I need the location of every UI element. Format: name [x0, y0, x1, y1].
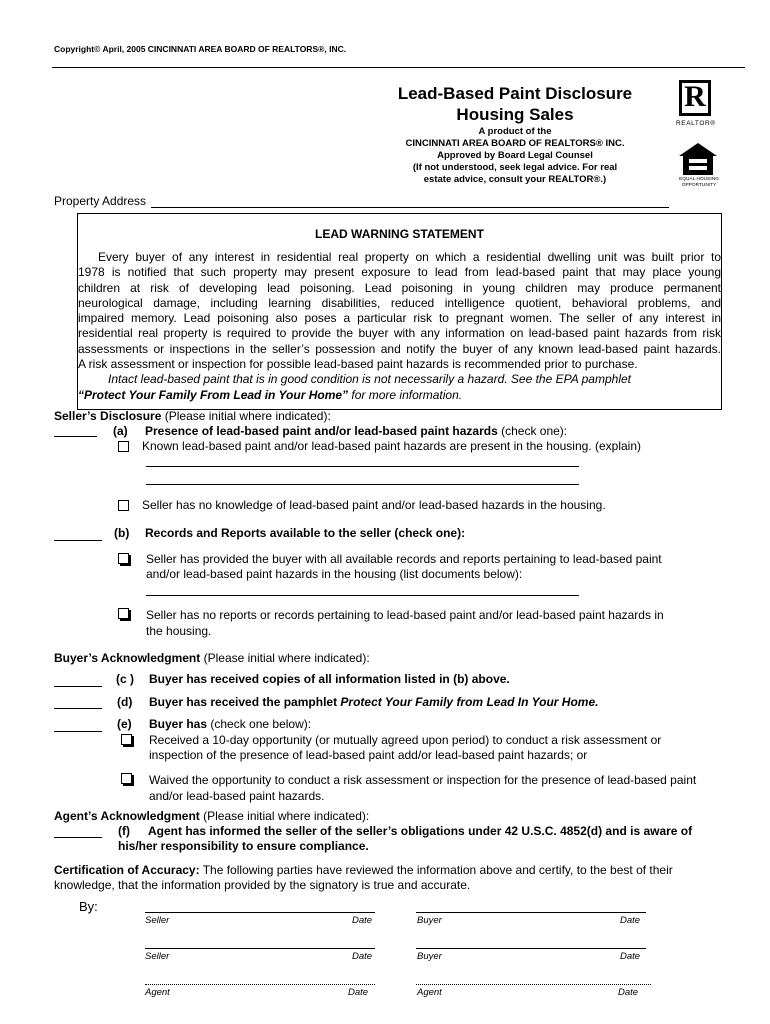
documents-line[interactable]	[146, 595, 579, 596]
option-no-knowledge: Seller has no knowledge of lead-based paint and/or lead-based hazards in the housing.	[142, 498, 606, 512]
approved-text: Approved by Board Legal Counsel	[437, 150, 593, 161]
checkbox-known-lead[interactable]	[118, 441, 129, 452]
item-b-letter: (b)	[114, 526, 130, 540]
option-received-2: inspection of the presence of lead-based paint add/or lead-based paint hazards; or	[149, 748, 588, 762]
explain-line-2[interactable]	[146, 484, 579, 485]
initial-field-d[interactable]	[54, 708, 102, 709]
option-waived-1: Waived the opportunity to conduct a risk assessment or inspection for the presence of lead-based paint	[149, 773, 697, 787]
board-name: CINCINNATI AREA BOARD OF REALTORS® INC.	[405, 138, 625, 149]
warning-line-3: children at risk of developing lead poisoning. Lead poisoning in young children may produce permanent	[78, 280, 721, 295]
seller-heading-note: (Please initial where indicated):	[161, 409, 331, 423]
warning-line-5: impaired memory. Lead poisoning also poses a particular risk to pregnant women. The seller of any interest in	[78, 311, 721, 326]
checkbox-no-knowledge[interactable]	[118, 500, 129, 511]
item-d-text	[149, 695, 598, 709]
item-c-letter: (c )	[116, 672, 134, 686]
seller-signature-line-2[interactable]	[145, 948, 375, 949]
agent-ack-heading	[54, 809, 369, 823]
agent-label-2: Agent	[417, 987, 442, 998]
buyer-label-1: Buyer	[417, 915, 442, 926]
property-address-label: Property Address	[54, 194, 147, 208]
seller-date-label-2: Date	[352, 951, 373, 962]
item-d-pamphlet: Protect Your Family from Lead In Your Home.	[340, 695, 599, 709]
checkbox-received-opportunity[interactable]	[121, 734, 132, 745]
initial-field-f[interactable]	[54, 837, 102, 838]
option-waived-2: and/or lead-based paint hazards.	[149, 789, 325, 803]
checkbox-records-provided[interactable]	[118, 553, 129, 564]
certification-text: The following parties have reviewed the information above and certify, to the best of their	[199, 863, 673, 877]
form-subtitle: Housing Sales	[456, 105, 574, 124]
item-a-title: Presence of lead-based paint and/or lead-based paint hazards	[145, 424, 498, 438]
option-received-1: Received a 10-day opportunity (or mutually agreed upon period) to conduct a risk assessment or	[149, 733, 662, 747]
realtor-logo-letter: R	[684, 80, 706, 113]
realtor-advice-text: estate advice, consult your REALTOR®.)	[423, 174, 607, 185]
item-f-letter: (f)	[118, 824, 130, 838]
agent-signature-line-2[interactable]	[416, 984, 651, 985]
option-no-records-2: the housing.	[146, 624, 212, 638]
header-divider	[52, 67, 745, 68]
realtor-logo-icon	[679, 80, 711, 116]
option-records-provided-1: Seller has provided the buyer with all available records and reports pertaining to lead-based paint	[146, 552, 662, 566]
checkbox-no-records[interactable]	[118, 608, 129, 619]
eho-caption	[675, 177, 723, 188]
option-no-records-1: Seller has no reports or records pertaining to lead-based paint and/or lead-based paint hazards in	[146, 608, 664, 622]
epa-pamphlet-title: “Protect Your Family From Lead in Your Home”	[78, 387, 349, 402]
buyer-date-label-1: Date	[620, 915, 641, 926]
item-d-letter: (d)	[117, 695, 133, 709]
copyright-notice: Copyright© April, 2005 CINCINNATI AREA BOARD OF REALTORS®, INC.	[54, 44, 347, 54]
buyer-signature-line-1[interactable]	[416, 912, 646, 913]
buyer-signature-line-2[interactable]	[416, 948, 646, 949]
warning-italic-line: Intact lead-based paint that is in good condition is not necessarily a hazard. See the EPA pamphlet	[108, 372, 631, 387]
item-a-text	[145, 424, 567, 438]
initial-field-e[interactable]	[54, 731, 102, 732]
warning-line-7: assessments or inspections in the seller’s possession and notify the buyer of any known lead-based paint hazards.	[78, 341, 721, 356]
item-e-note: (check one below):	[207, 717, 312, 731]
seller-label-2: Seller	[145, 951, 170, 962]
by-label: By:	[79, 899, 98, 914]
warning-italic-tail: for more information.	[348, 387, 463, 402]
agent-heading-text: Agent’s Acknowledgment	[54, 809, 200, 823]
eho-caption-line1: EQUAL HOUSING	[679, 177, 719, 182]
eho-caption-line2: OPPORTUNITY	[681, 182, 717, 188]
buyer-ack-heading	[54, 651, 370, 665]
buyer-heading-text: Buyer’s Acknowledgment	[54, 651, 201, 665]
certification-line-1	[54, 863, 673, 877]
item-c-text: Buyer has received copies of all information listed in (b) above.	[149, 672, 510, 686]
agent-date-label-2: Date	[618, 987, 639, 998]
warning-line-2: 1978 is notified that such property may present exposure to lead from lead-based paint that may place young	[78, 265, 721, 280]
warning-line-6: residential real property is required to provide the buyer with any information on lead-based paint hazards from risk	[78, 326, 721, 341]
product-of-text: A product of the	[478, 126, 552, 137]
seller-signature-line-1[interactable]	[145, 912, 375, 913]
realtor-logo-caption: REALTOR®	[676, 120, 716, 127]
initial-field-a[interactable]	[54, 436, 97, 437]
agent-heading-note: (Please initial where indicated):	[199, 809, 370, 823]
item-b-text: Records and Reports available to the seller (check one):	[145, 526, 466, 540]
seller-heading-text: Seller’s Disclosure	[54, 409, 162, 423]
agent-label-1: Agent	[145, 987, 170, 998]
warning-line-4: neurological damage, including learning disabilities, reduced intelligence quotient, behavioral problems, and	[78, 295, 721, 310]
option-records-provided-2: and/or lead-based paint hazards in the housing (list documents below):	[146, 567, 523, 581]
agent-signature-line-1[interactable]	[145, 984, 375, 985]
item-f-line-1: Agent has informed the seller of the seller’s obligations under 42 U.S.C. 4852(d) and is aware of	[148, 824, 693, 838]
seller-disclosure-heading	[54, 409, 331, 423]
initial-field-c[interactable]	[54, 686, 102, 687]
certification-line-2: knowledge, that the information provided by the signatory is true and accurate.	[54, 878, 471, 892]
item-a-letter: (a)	[113, 424, 128, 438]
explain-line-1[interactable]	[146, 466, 579, 467]
initial-field-b[interactable]	[54, 540, 102, 541]
buyer-heading-note: (Please initial where indicated):	[200, 651, 370, 665]
buyer-label-2: Buyer	[417, 951, 442, 962]
item-a-note: (check one):	[497, 424, 568, 438]
seller-label-1: Seller	[145, 915, 170, 926]
form-title: Lead-Based Paint Disclosure	[397, 84, 633, 103]
option-known-lead: Known lead-based paint and/or lead-based paint hazards are present in the housing. (explain)	[142, 439, 641, 453]
warning-line-8: A risk assessment or inspection for possible lead-based paint hazards is recommended prior to purchase.	[78, 357, 638, 372]
legal-advice-text: (If not understood, seek legal advice. For real	[412, 162, 618, 173]
item-e-letter: (e)	[117, 717, 132, 731]
lead-warning-text	[78, 250, 721, 403]
item-d-main: Buyer has received the pamphlet	[149, 695, 341, 709]
warning-line-1: Every buyer of any interest in residential real property on which a residential dwelling unit was built prior to	[98, 250, 721, 264]
property-address-field[interactable]	[151, 207, 669, 208]
agent-date-label-1: Date	[348, 987, 369, 998]
buyer-date-label-2: Date	[620, 951, 641, 962]
item-e-title: Buyer has	[149, 717, 208, 731]
equal-housing-icon	[678, 142, 718, 176]
checkbox-waived-opportunity[interactable]	[121, 773, 132, 784]
item-f-line-2: his/her responsibility to ensure compliance.	[118, 839, 369, 853]
certification-heading: Certification of Accuracy:	[54, 863, 200, 877]
item-e-text	[149, 717, 311, 731]
lead-warning-title: LEAD WARNING STATEMENT	[315, 227, 484, 241]
seller-date-label-1: Date	[352, 915, 373, 926]
